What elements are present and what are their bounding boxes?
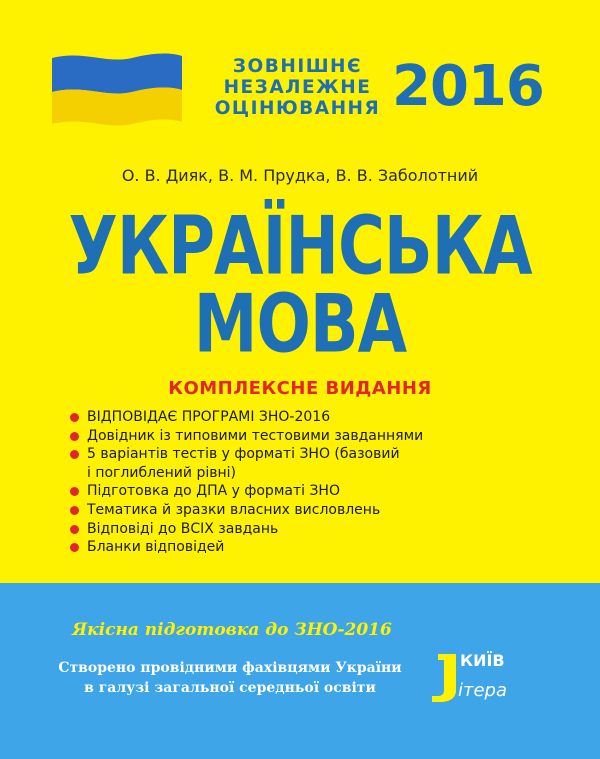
authors: О. В. Дияк, В. М. Прудка, В. В. Заболотний [121,166,479,185]
feature-item: 5 варіантів тестів у форматі ЗНО (базовий [70,445,540,464]
feature-item-continuation: і поглиблений рівні) [87,464,236,481]
feature-item: Відповіді до ВСІХ завдань [70,520,540,539]
bullet-icon [70,450,79,459]
feature-item: Тематика й зразки власних висловлень [70,501,540,520]
publisher-city: КИЇВ [460,651,505,670]
bullet-icon [70,543,79,552]
feature-item: Підготовка до ДПА у форматі ЗНО [70,482,540,501]
feature-item: Бланки відповідей [70,538,540,557]
bullet-icon [70,525,79,534]
bullet-icon [70,487,79,496]
features-list [70,408,540,557]
zno-title-line-2: НЕЗАЛЕЖНЕ [223,77,372,98]
zno-title-line-3: ОЦІНЮВАННЯ [214,98,381,119]
ukraine-flag-icon [52,50,182,128]
feature-item: Довідник із типовими тестовими завданнями [70,427,540,446]
book-title-line-1: УКРАЇНСЬКА [68,201,532,294]
bullet-icon [70,413,79,422]
description-line-1: Створено провідними фахівцями України [58,660,402,676]
bullet-icon [70,506,79,515]
edition-label: КОМПЛЕКСНЕ ВИДАННЯ [168,378,432,399]
zno-title [210,56,385,119]
bullet-icon [70,432,79,441]
description [40,658,420,698]
zno-title-line-1: ЗОВНІШНЄ [232,56,363,77]
description-line-2: в галузі загальної середньої освіти [84,680,376,696]
tagline: Якісна підготовка до ЗНО-2016 [72,620,392,640]
book-title-line-2: МОВА [193,279,407,372]
publisher-name: ітера [458,680,508,701]
feature-item: ВІДПОВІДАЄ ПРОГРАМІ ЗНО-2016 [70,408,540,427]
publisher-logo-icon [428,640,538,710]
year-label: 2016 [392,54,544,119]
